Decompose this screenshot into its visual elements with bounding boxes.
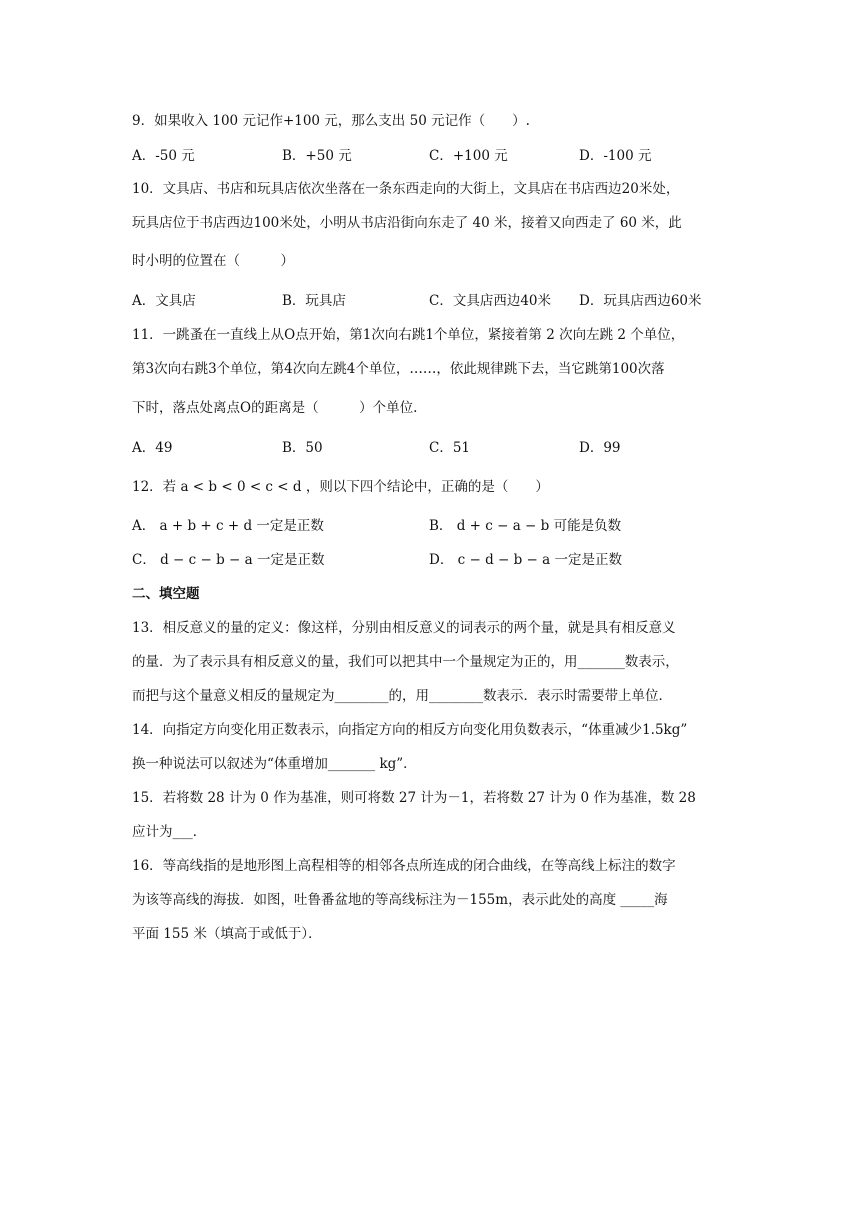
q12-option-a: A． a + b + c + d 一定是正数: [132, 518, 324, 534]
q10-option-c: C．文具店西边40米: [429, 293, 552, 309]
q12-stem: 12．若 a < b < 0 < c < d ，则以下四个结论中，正确的是（ ）: [132, 479, 549, 495]
q13-line-2: 的量．为了表示具有相反意义的量，我们可以把其中一个量规定为正的，用_______数表示，: [132, 654, 679, 670]
section-fill-in-title: 二、填空题: [132, 586, 200, 602]
q12-option-d: D． c − d − b − a 一定是正数: [429, 552, 622, 568]
q12-option-b: B． d + c − a − b 可能是负数: [429, 518, 622, 534]
q9-option-b: B．+50 元: [282, 148, 352, 164]
q13-line-3: 而把与这个量意义相反的量规定为________的，用________数表示．表示时需要带上单位．: [132, 688, 672, 704]
q9-option-d: D．-100 元: [579, 148, 652, 164]
q11-option-d: D．99: [579, 440, 621, 456]
q15-line-1: 15．若将数 28 计为 0 作为基准，则可将数 27 计为－1，若将数 27 计为 0 作为基准，数 28: [132, 790, 696, 806]
q10-option-b: B．玩具店: [282, 293, 346, 309]
q14-line-1: 14．向指定方向变化用正数表示，向指定方向的相反方向变化用负数表示，“体重减少1.5kg”: [132, 722, 688, 738]
q16-line-3: 平面 155 米（填高于或低于）．: [132, 926, 322, 942]
q11-line-3: 下时，落点处离点O的距离是（ ）个单位.: [132, 400, 418, 416]
q15-line-2: 应计为___．: [132, 824, 207, 840]
q10-option-d: D．玩具店西边60米: [579, 293, 702, 309]
q9-option-c: C．+100 元: [429, 148, 508, 164]
q11-option-b: B．50: [282, 440, 323, 456]
q16-line-1: 16．等高线指的是地形图上高程相等的相邻各点所连成的闭合曲线，在等高线上标注的数字: [132, 858, 676, 874]
q12-option-c: C． d − c − b − a 一定是正数: [132, 552, 325, 568]
q11-line-1: 11．一跳蚤在一直线上从O点开始，第1次向右跳1个单位，紧接着第 2 次向左跳 2 个单位，: [132, 327, 685, 343]
q10-line-1: 10．文具店、书店和玩具店依次坐落在一条东西走向的大街上，文具店在书店西边20米处，: [132, 181, 680, 197]
q11-line-2: 第3次向右跳3个单位，第4次向左跳4个单位，……，依此规律跳下去，当它跳第100次落: [132, 361, 665, 377]
q14-line-2: 换一种说法可以叙述为“体重增加_______ kg”．: [132, 756, 417, 772]
q11-option-a: A．49: [132, 440, 173, 456]
q11-option-c: C．51: [429, 440, 471, 456]
q9-stem: 9．如果收入 100 元记作+100 元，那么支出 50 元记作（ ）.: [132, 113, 530, 129]
q16-line-2: 为该等高线的海拔．如图，吐鲁番盆地的等高线标注为－155m，表示此处的高度 _____海: [132, 892, 668, 908]
q10-line-2: 玩具店位于书店西边100米处，小明从书店沿街向东走了 40 米，接着又向西走了 60 米，此: [132, 215, 682, 231]
q9-option-a: A．-50 元: [132, 148, 195, 164]
q13-line-1: 13．相反意义的量的定义：像这样，分别由相反意义的词表示的两个量，就是具有相反意义: [132, 620, 676, 636]
q10-option-a: A．文具店: [132, 293, 196, 309]
q10-line-3: 时小明的位置在（ ）: [132, 253, 294, 269]
